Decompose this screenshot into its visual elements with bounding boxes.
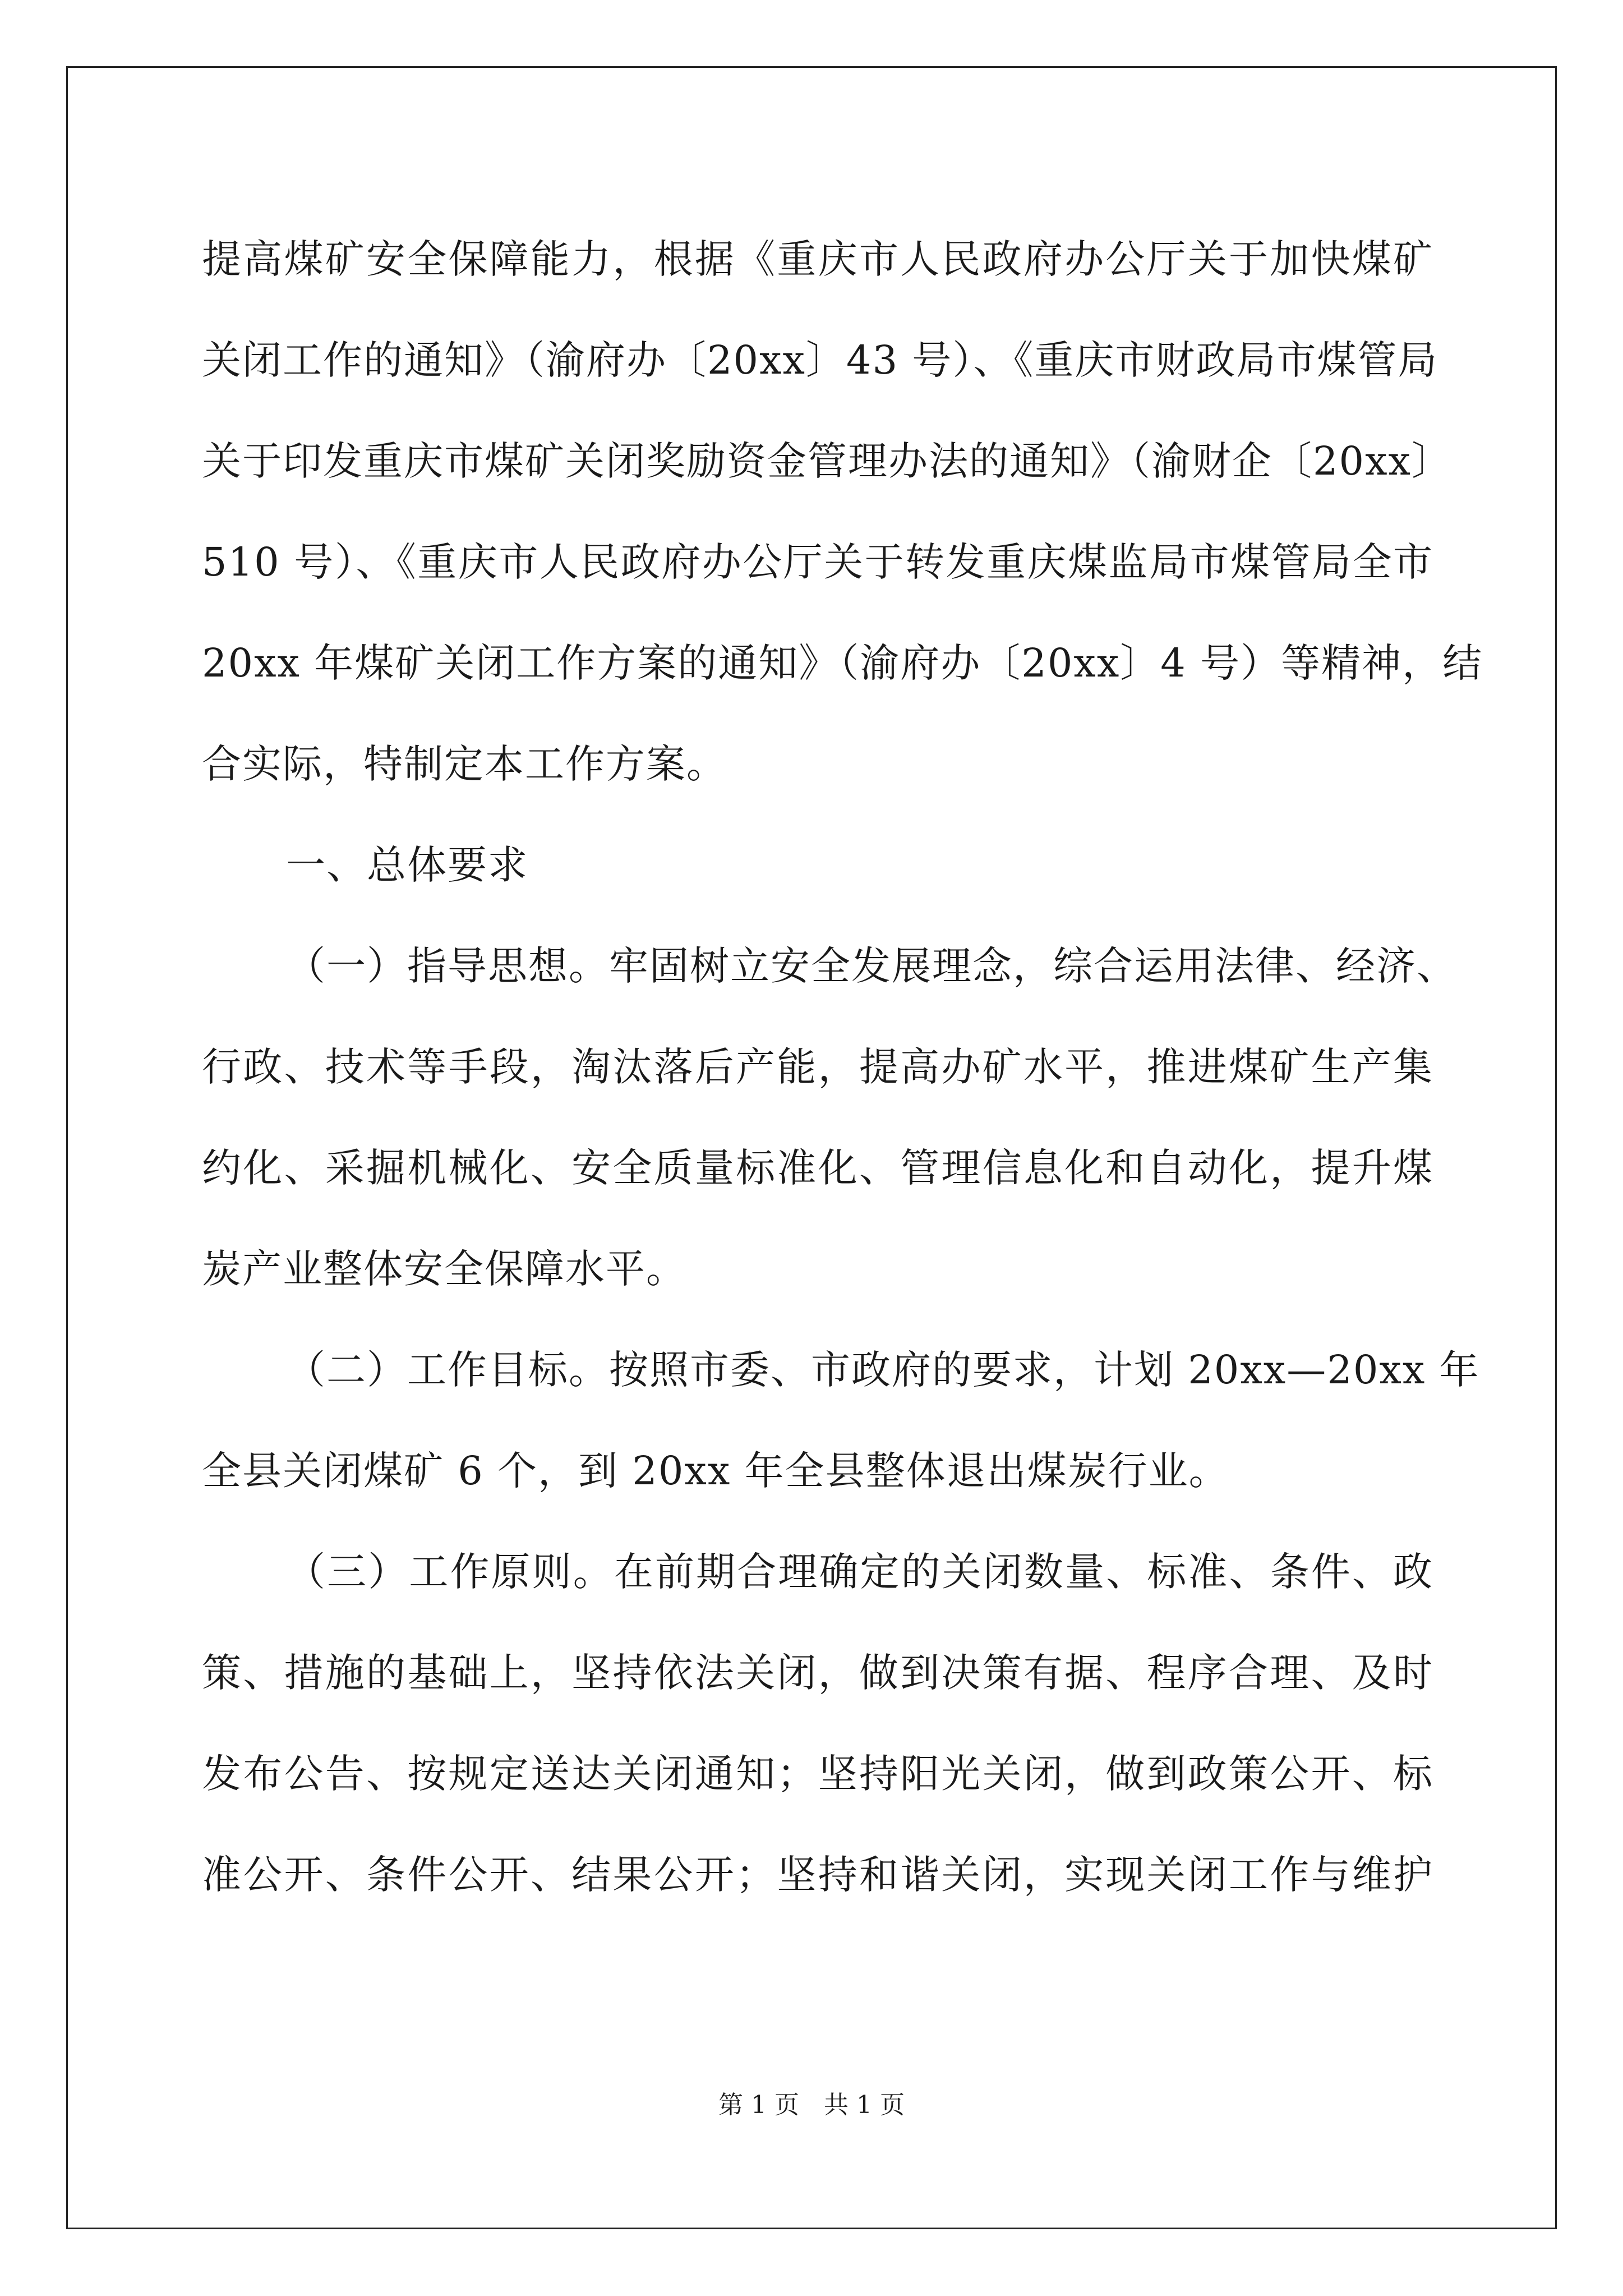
paragraph-line: 510 号）、《重庆市人民政府办公厅关于转发重庆煤监局市煤管局全市 [202, 539, 1433, 585]
page-number-current: 第 1 页 [718, 2091, 799, 2119]
page-number-total: 共 1 页 [824, 2091, 905, 2119]
paragraph-line: 炭产业整体安全保障水平。 [202, 1246, 686, 1292]
paragraph-line: 发布公告、按规定送达关闭通知；坚持阳光关闭，做到政策公开、标 [202, 1751, 1433, 1797]
paragraph-line: 全县关闭煤矿 6 个，到 20xx 年全县整体退出煤炭行业。 [202, 1448, 1229, 1494]
paragraph-line: 策、措施的基础上，坚持依法关闭，做到决策有据、程序合理、及时 [202, 1650, 1433, 1696]
paragraph-line: 准公开、条件公开、结果公开；坚持和谐关闭，实现关闭工作与维护 [202, 1852, 1433, 1898]
page-footer [0, 2085, 1623, 2120]
paragraph-line: 合实际，特制定本工作方案。 [202, 741, 727, 787]
paragraph-line: 20xx 年煤矿关闭工作方案的通知》（渝府办〔20xx〕4 号）等精神，结 [202, 640, 1483, 686]
paragraph-line: 关闭工作的通知》（渝府办〔20xx〕43 号）、《重庆市财政局市煤管局 [202, 337, 1438, 383]
paragraph-line: （二）工作目标。按照市委、市政府的要求，计划 20xx—20xx 年 [286, 1347, 1480, 1393]
paragraph-line: （一）指导思想。牢固树立安全发展理念，综合运用法律、经济、 [286, 943, 1457, 989]
paragraph-line: 约化、采掘机械化、安全质量标准化、管理信息化和自动化，提升煤 [202, 1145, 1433, 1191]
paragraph-line: （三）工作原则。在前期合理确定的关闭数量、标准、条件、政 [286, 1549, 1433, 1595]
section-heading: 一、总体要求 [286, 842, 528, 888]
paragraph-line: 关于印发重庆市煤矿关闭奖励资金管理办法的通知》（渝财企〔20xx〕 [202, 438, 1453, 484]
paragraph-line: 行政、技术等手段，淘汰落后产能，提高办矿水平，推进煤矿生产集 [202, 1044, 1433, 1090]
document-body [202, 209, 1483, 1925]
paragraph-line: 提高煤矿安全保障能力，根据《重庆市人民政府办公厅关于加快煤矿 [202, 236, 1433, 282]
